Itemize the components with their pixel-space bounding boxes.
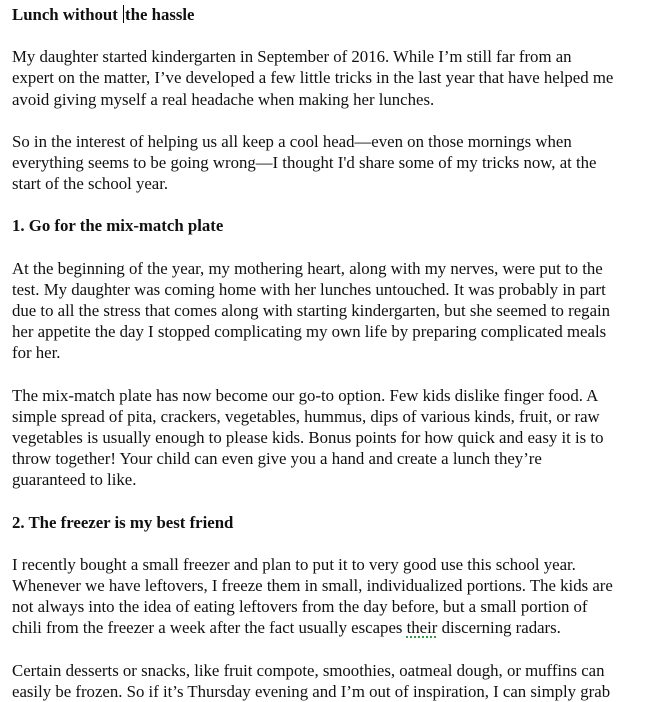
section-2-heading[interactable]: 2. The freezer is my best friend	[12, 512, 234, 532]
text-line: So in the interest of helping us all keep a cool head—even on those mornings when	[12, 131, 572, 151]
section-2-paragraph-1[interactable]	[12, 554, 664, 639]
text-line: avoid giving myself a real headache when making her lunches.	[12, 89, 435, 109]
text-line: expert on the matter, I’ve developed a few little tricks in the last year that have helped me	[12, 68, 614, 88]
text-line: My daughter started kindergarten in September of 2016. While I’m still far from an	[12, 47, 572, 67]
document-title[interactable]	[12, 4, 664, 25]
text-line: guaranteed to like.	[12, 470, 137, 490]
text-line: test. My daughter was coming home with her lunches untouched. It was probably in part	[12, 279, 606, 299]
text-line: vegetables is usually enough to please kids. Bonus points for how quick and easy it is to	[12, 428, 604, 448]
text-line: everything seems to be going wrong—I thought I'd share some of my tricks now, at the	[12, 153, 597, 173]
text-line: simple spread of pita, crackers, vegetables, hummus, dips of various kinds, fruit, or raw	[12, 406, 600, 426]
section-1-paragraph-1[interactable]	[12, 258, 664, 364]
intro-paragraph-1[interactable]	[12, 46, 664, 110]
text-line: due to all the stress that comes along with starting kindergarten, but she seemed to regain	[12, 301, 611, 321]
text-line: throw together! Your child can even give you a hand and create a lunch they’re	[12, 449, 542, 469]
section-2-paragraph-2[interactable]	[12, 660, 664, 702]
text-segment: discerning radars.	[437, 618, 561, 638]
text-line: The mix-match plate has now become our go-to option. Few kids dislike finger food. A	[12, 385, 599, 405]
text-line: I recently bought a small freezer and plan to put it to very good use this school year.	[12, 554, 576, 574]
text-line-cut-off: easily be frozen. So if it’s Thursday evening and I’m out of inspiration, I can simply grab	[12, 681, 611, 701]
text-line: At the beginning of the year, my mothering heart, along with my nerves, were put to the	[12, 258, 603, 278]
section-1-paragraph-2[interactable]	[12, 385, 664, 491]
intro-paragraph-2[interactable]	[12, 131, 664, 195]
text-line: start of the school year.	[12, 174, 169, 194]
section-1-heading[interactable]: 1. Go for the mix-match plate	[12, 216, 224, 236]
text-line: not always into the idea of eating leftovers from the day before, but a small portion of	[12, 597, 588, 617]
text-segment: chili from the freezer a week after the fact usually escapes	[12, 618, 407, 638]
text-line: Certain desserts or snacks, like fruit compote, smoothies, oatmeal dough, or muffins can	[12, 660, 605, 680]
title-part-1: Lunch without	[12, 5, 123, 24]
text-line: Whenever we have leftovers, I freeze them in small, individualized portions. The kids are	[12, 576, 613, 596]
text-line: for her.	[12, 343, 61, 363]
title-part-2: the hassle	[125, 5, 195, 24]
text-cursor	[123, 5, 124, 23]
text-line	[12, 617, 664, 638]
text-line: her appetite the day I stopped complicating my own life by preparing complicated meals	[12, 322, 607, 342]
grammar-flagged-word[interactable]: their	[406, 618, 438, 638]
